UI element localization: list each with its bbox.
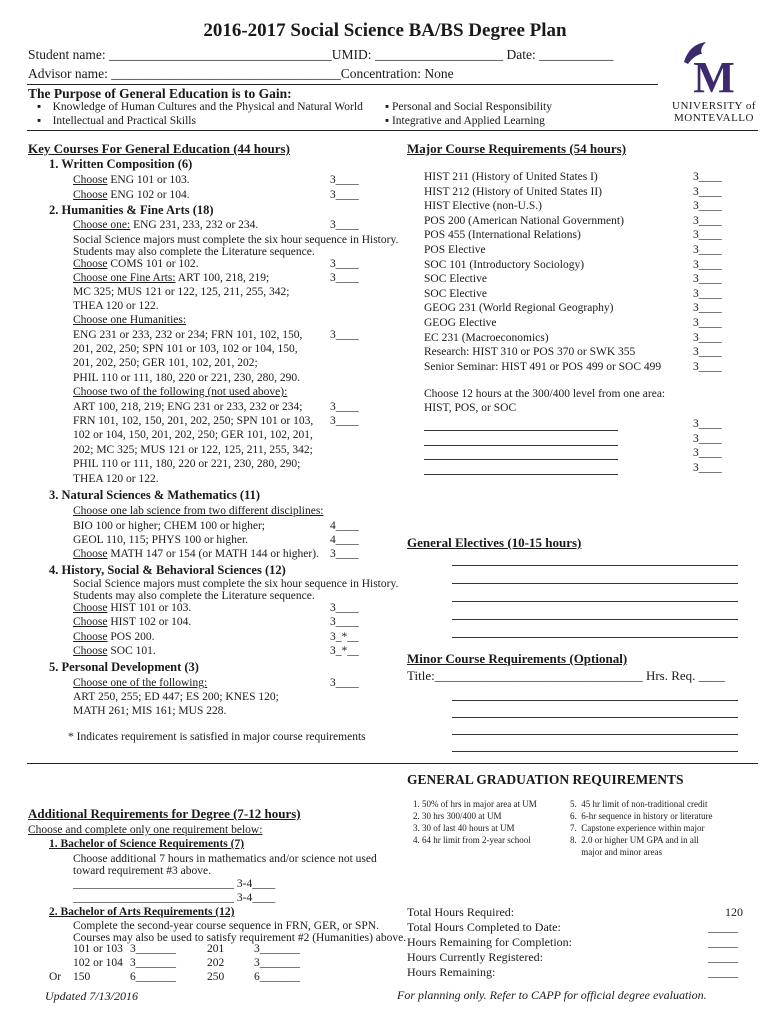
elective-blank[interactable] bbox=[452, 637, 738, 638]
minor-blank[interactable] bbox=[452, 751, 738, 752]
gen-ed-line: PHIL 110 or 111, 180, 220 or 221, 230, 280, 290. bbox=[73, 372, 301, 384]
advisor-line: Advisor name: __________________________________Concentration: None bbox=[28, 66, 454, 81]
elective-blank[interactable] bbox=[452, 565, 738, 566]
hours-blank[interactable]: 3_*__ bbox=[330, 631, 359, 643]
ba-note: Complete the second-year course sequence in FRN, GER, or SPN. bbox=[73, 920, 379, 932]
major-course: POS 200 (American National Government) bbox=[424, 214, 624, 227]
total-value[interactable]: _____ bbox=[708, 950, 738, 964]
ba-course: 202 bbox=[207, 957, 225, 969]
purpose-item: ▪ Intellectual and Practical Skills bbox=[37, 115, 196, 127]
hours-blank[interactable]: 3____ bbox=[693, 185, 722, 198]
ba-hours-blank[interactable]: 3_______ bbox=[254, 957, 300, 969]
gen-ed-line: Choose HIST 102 or 104. bbox=[73, 616, 192, 628]
hours-blank[interactable]: 3____ bbox=[330, 272, 359, 284]
gen-ed-line: 2. Humanities & Fine Arts (18) bbox=[49, 203, 214, 217]
gen-ed-line: 201, 202, 250; SPN 101 or 103, 102 or 104, 150, bbox=[73, 343, 298, 355]
ba-heading: 2. Bachelor of Arts Requirements (12) bbox=[49, 906, 235, 918]
hours-blank[interactable]: 3____ bbox=[693, 302, 722, 315]
bs-note: toward requirement #3 above. bbox=[73, 865, 211, 877]
gen-ed-line: MC 325; MUS 121 or 122, 125, 211, 255, 342; bbox=[73, 286, 290, 298]
total-label: Hours Remaining: bbox=[407, 965, 496, 979]
bs-heading: 1. Bachelor of Science Requirements (7) bbox=[49, 838, 245, 850]
major-course-blank[interactable] bbox=[424, 474, 618, 475]
major-course: GEOG Elective bbox=[424, 317, 497, 329]
logo-letter: M bbox=[693, 53, 735, 102]
gen-ed-line: ENG 231 or 233, 232 or 234; FRN 101, 102, 150, bbox=[73, 329, 303, 341]
graduation-requirement: 8. 2.0 or higher UM GPA and in all bbox=[570, 835, 699, 845]
hours-blank[interactable]: 3____ bbox=[330, 174, 359, 186]
hours-blank[interactable]: 3____ bbox=[693, 214, 722, 227]
gen-ed-line: Social Science majors must complete the six hour sequence in History. bbox=[73, 234, 399, 246]
hours-blank[interactable]: 3_*__ bbox=[330, 645, 359, 657]
major-course: POS Elective bbox=[424, 244, 486, 256]
major-choose-areas: HIST, POS, or SOC bbox=[424, 402, 517, 414]
hours-blank[interactable]: 3____ bbox=[330, 258, 359, 270]
hours-blank[interactable]: 3____ bbox=[693, 331, 722, 344]
purpose-heading: The Purpose of General Education is to Gain: bbox=[28, 86, 292, 101]
gen-ed-line: MATH 261; MIS 161; MUS 228. bbox=[73, 705, 227, 717]
major-course: SOC Elective bbox=[424, 287, 487, 300]
elective-blank[interactable] bbox=[452, 619, 738, 620]
hours-blank[interactable]: 3____ bbox=[693, 258, 722, 271]
gen-ed-line: Choose one: ENG 231, 233, 232 or 234. bbox=[73, 219, 259, 231]
total-label: Total Hours Completed to Date: bbox=[407, 920, 561, 934]
gen-ed-line: ART 250, 255; ED 447; ES 200; KNES 120; bbox=[73, 691, 279, 703]
hours-blank[interactable]: 3____ bbox=[693, 287, 722, 300]
gen-ed-line: Choose two of the following (not used above): bbox=[73, 386, 288, 398]
gen-ed-line: GEOL 110, 115; PHYS 100 or higher. bbox=[73, 534, 249, 546]
graduation-requirement: 3. 30 of last 40 hours at UM bbox=[413, 823, 515, 833]
graduation-requirement: major and minor areas bbox=[570, 847, 662, 857]
major-course: HIST 211 (History of United States I) bbox=[424, 171, 598, 183]
graduation-requirement: 1. 50% of hrs in major area at UM bbox=[413, 799, 537, 809]
hours-blank[interactable]: 3____ bbox=[330, 401, 359, 413]
gen-ed-line: 1. Written Composition (6) bbox=[49, 157, 193, 171]
gen-ed-line: Students may also complete the Literature sequence. bbox=[73, 246, 315, 258]
falcon-icon bbox=[680, 40, 710, 66]
gen-ed-line: Choose ENG 101 or 103. bbox=[73, 174, 190, 186]
major-course-blank[interactable] bbox=[424, 430, 618, 431]
gen-ed-line: THEA 120 or 122. bbox=[73, 473, 159, 485]
ba-hours-blank[interactable]: 3_______ bbox=[130, 943, 176, 955]
bs-blank[interactable]: ____________________________ 3-4____ bbox=[73, 878, 276, 890]
total-value: 120 bbox=[725, 905, 743, 919]
major-course: Senior Seminar: HIST 491 or POS 499 or SOC 499 bbox=[424, 360, 662, 373]
graduation-heading: GENERAL GRADUATION REQUIREMENTS bbox=[407, 772, 684, 787]
gen-ed-line: 202; MC 325; MUS 121 or 122, 125, 211, 255, 342; bbox=[73, 444, 313, 456]
gen-ed-line: Social Science majors must complete the six hour sequence in History. bbox=[73, 578, 399, 590]
total-value[interactable]: _____ bbox=[708, 935, 738, 949]
section-rule bbox=[27, 130, 758, 131]
purpose-item: ▪ Integrative and Applied Learning bbox=[385, 115, 545, 127]
ba-course: 101 or 103 bbox=[73, 943, 123, 955]
hours-blank[interactable]: 3____ bbox=[330, 677, 359, 689]
major-course: POS 455 (International Relations) bbox=[424, 229, 581, 242]
total-label: Hours Currently Registered: bbox=[407, 950, 543, 964]
ba-course: 102 or 104 bbox=[73, 957, 123, 969]
header-rule bbox=[27, 84, 658, 85]
hours-blank[interactable]: 3____ bbox=[693, 200, 722, 213]
graduation-requirement: 2. 30 hrs 300/400 at UM bbox=[413, 811, 502, 821]
gen-ed-line: Choose one of the following: bbox=[73, 677, 208, 689]
total-label: Total Hours Required: bbox=[407, 905, 515, 919]
major-course-blank[interactable] bbox=[424, 445, 618, 446]
electives-heading: General Electives (10-15 hours) bbox=[407, 535, 582, 550]
major-course-blank[interactable] bbox=[424, 459, 618, 460]
major-course: SOC 101 (Introductory Sociology) bbox=[424, 258, 585, 271]
gen-ed-line: ART 100, 218, 219; ENG 231 or 233, 232 or 234; bbox=[73, 401, 303, 413]
purpose-item: ▪ Knowledge of Human Cultures and the Physical and Natural World bbox=[37, 101, 363, 113]
hours-blank[interactable]: 3____ bbox=[693, 171, 722, 183]
major-course: HIST 212 (History of United States II) bbox=[424, 185, 603, 198]
minor-heading: Minor Course Requirements (Optional) bbox=[407, 651, 628, 666]
hours-blank[interactable]: 3____ bbox=[330, 329, 359, 341]
hours-blank[interactable]: 3____ bbox=[693, 418, 722, 430]
gen-ed-line: Choose POS 200. bbox=[73, 631, 155, 643]
hours-blank[interactable]: 3____ bbox=[693, 346, 722, 359]
gen-ed-line: 201, 202, 250; GER 101, 102, 201, 202; bbox=[73, 357, 258, 369]
ba-course: 250 bbox=[207, 971, 225, 983]
bs-blank[interactable]: ____________________________ 3-4____ bbox=[73, 892, 276, 904]
graduation-requirement: 6. 6-hr sequence in history or literature bbox=[570, 811, 713, 821]
ba-hours-blank[interactable]: 6_______ bbox=[130, 971, 176, 983]
gen-ed-line: Choose MATH 147 or 154 (or MATH 144 or higher). bbox=[73, 548, 319, 560]
gen-ed-line: PHIL 110 or 111, 180, 220 or 221, 230, 280, 290; bbox=[73, 458, 301, 470]
major-course: Research: HIST 310 or POS 370 or SWK 355 bbox=[424, 346, 636, 359]
gen-ed-heading: Key Courses For General Education (44 hours) bbox=[28, 141, 290, 156]
page-title: 2016-2017 Social Science BA/BS Degree Plan bbox=[203, 20, 567, 41]
footer-note: For planning only. Refer to CAPP for official degree evaluation. bbox=[397, 988, 707, 1002]
logo-line2: MONTEVALLO bbox=[674, 112, 754, 124]
major-heading: Major Course Requirements (54 hours) bbox=[407, 141, 627, 156]
hours-blank[interactable]: 4____ bbox=[330, 520, 359, 532]
hours-blank[interactable]: 3____ bbox=[330, 616, 359, 628]
gen-ed-line: 5. Personal Development (3) bbox=[49, 660, 199, 674]
gen-ed-line: 3. Natural Sciences & Mathematics (11) bbox=[49, 488, 261, 502]
hours-blank[interactable]: 3____ bbox=[693, 317, 722, 329]
gen-ed-line: Choose HIST 101 or 103. bbox=[73, 602, 192, 614]
major-course: EC 231 (Macroeconomics) bbox=[424, 331, 549, 344]
gen-ed-line: Choose one Humanities: bbox=[73, 314, 187, 326]
minor-blank[interactable] bbox=[452, 734, 738, 735]
gen-ed-line: THEA 120 or 122. bbox=[73, 300, 159, 312]
section-rule bbox=[27, 763, 758, 764]
ba-hours-blank[interactable]: 3_______ bbox=[130, 957, 176, 969]
gen-ed-line: Choose SOC 101. bbox=[73, 645, 156, 657]
university-logo bbox=[662, 40, 766, 124]
gen-ed-line: Choose ENG 102 or 104. bbox=[73, 189, 190, 201]
gen-ed-line: 102 or 104, 150, 201, 202, 250; GER 101, 102, 201, bbox=[73, 429, 313, 441]
major-choose-line: Choose 12 hours at the 300/400 level from one area: bbox=[424, 388, 666, 400]
major-course: SOC Elective bbox=[424, 273, 487, 286]
elective-blank[interactable] bbox=[452, 583, 738, 584]
hours-blank[interactable]: 3____ bbox=[693, 229, 722, 242]
gen-ed-line: BIO 100 or higher; CHEM 100 or higher; bbox=[73, 520, 265, 532]
minor-blank[interactable] bbox=[452, 717, 738, 718]
bs-note: Choose additional 7 hours in mathematics and/or science not used bbox=[73, 853, 377, 865]
hours-blank[interactable]: 3____ bbox=[330, 189, 359, 201]
gen-ed-line: * Indicates requirement is satisfied in major course requirements bbox=[68, 731, 366, 743]
gen-ed-line: FRN 101, 102, 150, 201, 202, 250; SPN 101 or 103, bbox=[73, 415, 314, 427]
hours-blank[interactable]: 3____ bbox=[693, 461, 722, 474]
graduation-requirement: 4. 64 hr limit from 2-year school bbox=[413, 835, 531, 845]
hours-blank[interactable]: 4____ bbox=[330, 534, 359, 546]
ba-course: 150 bbox=[73, 971, 91, 983]
gen-ed-line: Students may also complete the Literature sequence. bbox=[73, 590, 315, 602]
total-label: Hours Remaining for Completion: bbox=[407, 935, 572, 949]
minor-title-field[interactable]: Title:________________________________ Hrs. Req. ____ bbox=[407, 668, 725, 683]
hours-blank[interactable]: 3____ bbox=[693, 244, 722, 256]
hours-blank[interactable]: 3____ bbox=[330, 548, 359, 560]
gen-ed-line: Choose one lab science from two different disciplines: bbox=[73, 505, 324, 517]
elective-blank[interactable] bbox=[452, 601, 738, 602]
student-line: Student name: _________________________________UMID: ___________________ Date: ___________ bbox=[28, 47, 614, 62]
total-value[interactable]: _____ bbox=[708, 965, 738, 979]
minor-blank[interactable] bbox=[452, 700, 738, 701]
ba-hours-blank[interactable]: 6_______ bbox=[254, 971, 300, 983]
graduation-requirement: 7. Capstone experience within major bbox=[570, 823, 705, 833]
gen-ed-line: 4. History, Social & Behavioral Sciences (12) bbox=[49, 563, 286, 577]
ba-note: Courses may also be used to satisfy requirement #2 (Humanities) above. bbox=[73, 932, 407, 944]
hours-blank[interactable]: 3____ bbox=[693, 273, 722, 286]
total-value[interactable]: _____ bbox=[708, 920, 738, 934]
gen-ed-line: Choose COMS 101 or 102. bbox=[73, 258, 199, 270]
hours-blank[interactable]: 3____ bbox=[330, 219, 359, 231]
hours-blank[interactable]: 3____ bbox=[693, 432, 722, 445]
hours-blank[interactable]: 3____ bbox=[330, 602, 359, 614]
logo-line1: UNIVERSITY of bbox=[672, 100, 756, 112]
major-course: GEOG 231 (World Regional Geography) bbox=[424, 302, 614, 315]
or-label: Or bbox=[49, 971, 62, 983]
hours-blank[interactable]: 3____ bbox=[693, 447, 722, 460]
major-course: HIST Elective (non-U.S.) bbox=[424, 200, 542, 213]
additional-heading: Additional Requirements for Degree (7-12 hours) bbox=[28, 806, 301, 821]
additional-choose: Choose and complete only one requirement below: bbox=[28, 824, 263, 836]
purpose-item: ▪ Personal and Social Responsibility bbox=[385, 101, 552, 113]
ba-course: 201 bbox=[207, 943, 225, 955]
ba-hours-blank[interactable]: 3_______ bbox=[254, 943, 300, 955]
hours-blank[interactable]: 3____ bbox=[330, 415, 359, 427]
updated-date: Updated 7/13/2016 bbox=[45, 989, 138, 1003]
hours-blank[interactable]: 3____ bbox=[693, 360, 722, 373]
graduation-requirement: 5. 45 hr limit of non-traditional credit bbox=[570, 799, 708, 809]
gen-ed-line: Choose one Fine Arts: ART 100, 218, 219; bbox=[73, 272, 270, 284]
